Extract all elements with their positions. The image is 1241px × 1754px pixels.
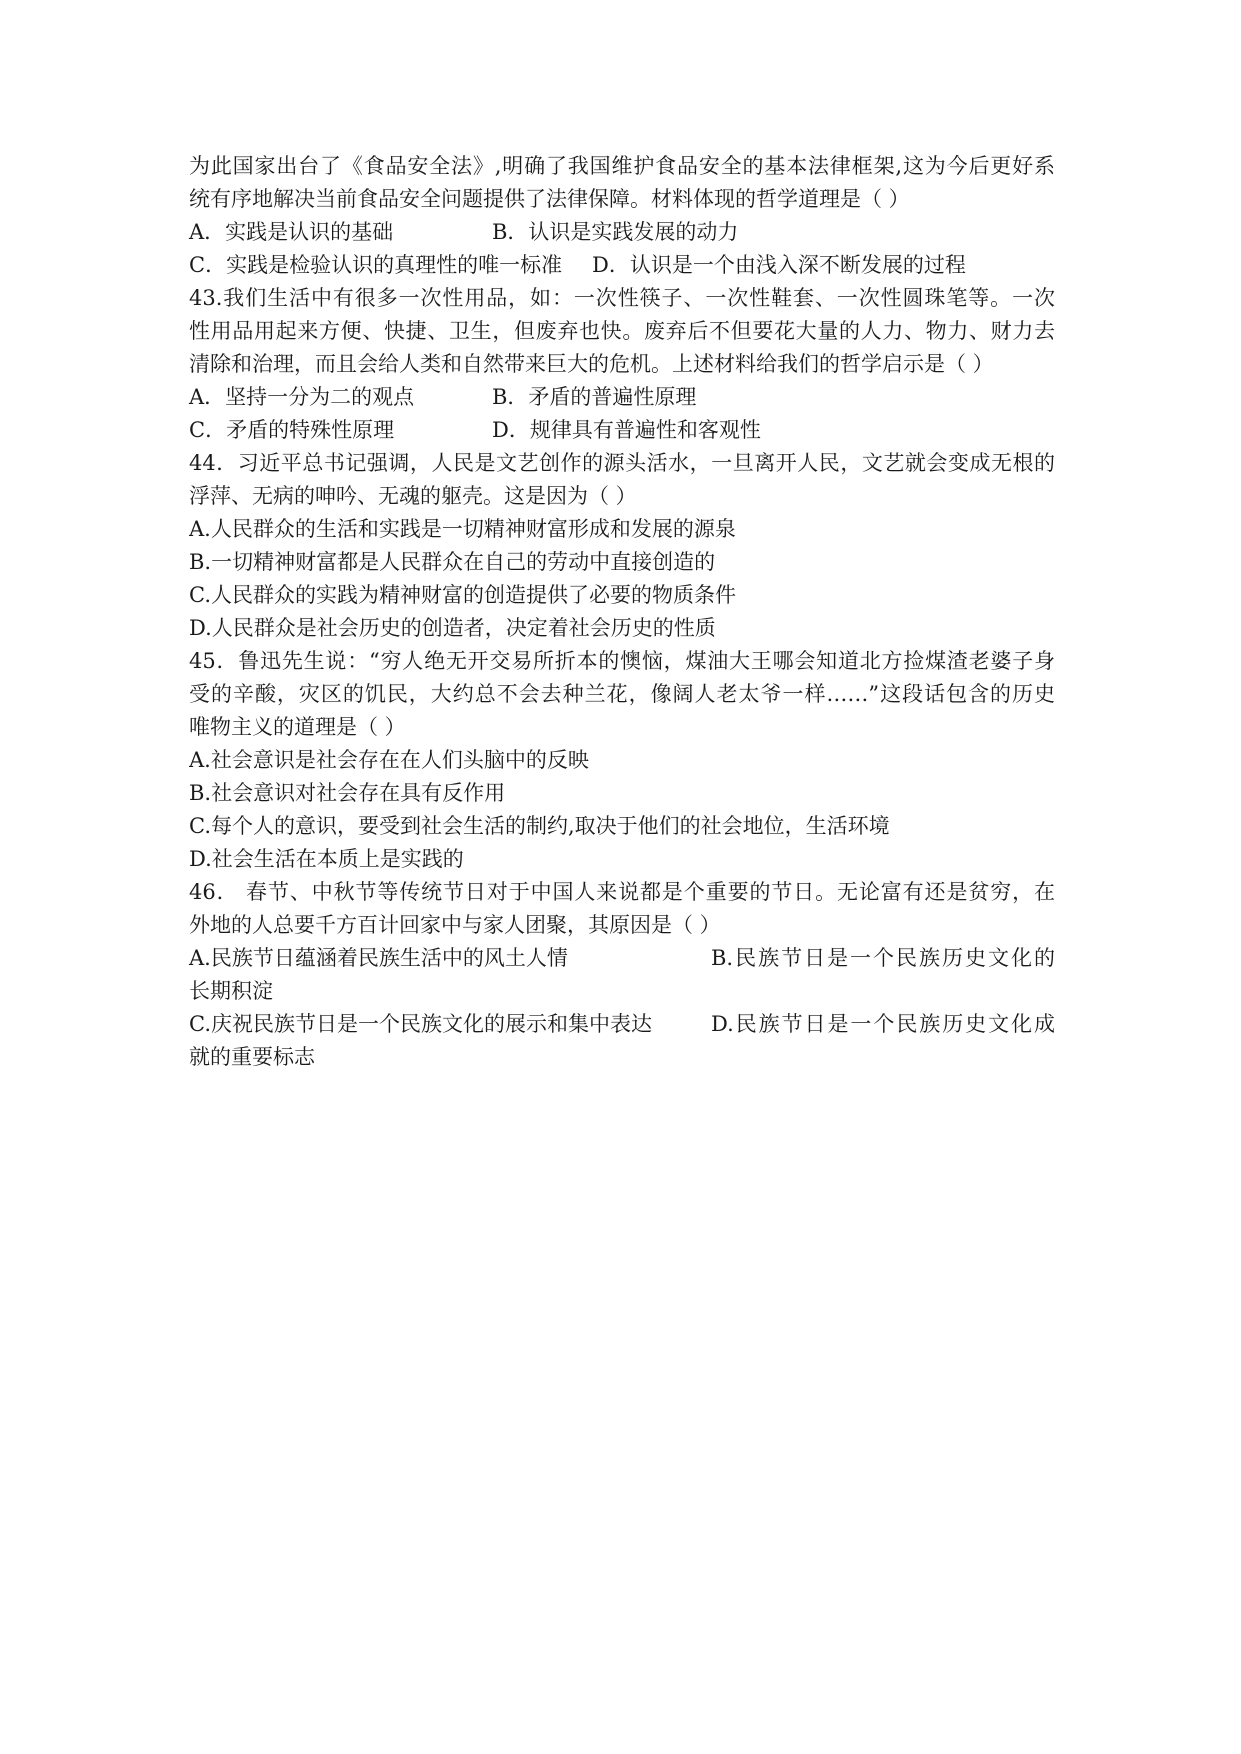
- q43-stem-line-2: 性用品用起来方便、快捷、卫生，但废弃也快。废弃后不但要花大量的人力、物力、财力去: [189, 319, 1055, 343]
- q45-option-a: A.社会意识是社会存在在人们头脑中的反映: [189, 748, 589, 772]
- q45-option-b: B.社会意识对社会存在具有反作用: [189, 781, 506, 805]
- q42-options-row-1: [189, 216, 1055, 249]
- q45-option-c: C.每个人的意识，要受到社会生活的制约,取决于他们的社会地位，生活环境: [189, 814, 890, 838]
- q44-stem-line-1: 44．习近平总书记强调，人民是文艺创作的源头活水，一旦离开人民，文艺就会变成无根的: [189, 451, 1055, 475]
- q46-option-d-tail: 就的重要标志: [189, 1045, 315, 1069]
- q43-options-row-1: [189, 381, 1055, 414]
- q44-option-b: B.一切精神财富都是人民群众在自己的劳动中直接创造的: [189, 550, 716, 574]
- q42-stem-line-2: 统有序地解决当前食品安全问题提供了法律保障。材料体现的哲学道理是（ ）: [189, 187, 910, 211]
- q42-option-d: D．认识是一个由浅入深不断发展的过程: [592, 253, 966, 277]
- q45-option-d: D.社会生活在本质上是实践的: [189, 847, 464, 871]
- q44-option-a: A.人民群众的生活和实践是一切精神财富形成和发展的源泉: [189, 517, 736, 541]
- q45-stem-line-3: 唯物主义的道理是（ ）: [189, 715, 406, 739]
- q46-option-b-head: B.民族节日是一个民族历史文化的: [711, 946, 1055, 970]
- q42-options-row-2: [189, 249, 1055, 282]
- q43-option-c: C．矛盾的特殊性原理: [189, 418, 395, 442]
- q42-option-c: C．实践是检验认识的真理性的唯一标准: [189, 253, 563, 277]
- document-page: [189, 150, 1055, 1074]
- q46-option-c: C.庆祝民族节日是一个民族文化的展示和集中表达: [189, 1012, 652, 1036]
- q46-options-row-2: [189, 1008, 1055, 1041]
- q46-stem-line-1: 46． 春节、中秋节等传统节日对于中国人来说都是个重要的节日。无论富有还是贫穷，在: [189, 880, 1055, 904]
- q43-stem-line-1: 43.我们生活中有很多一次性用品，如：一次性筷子、一次性鞋套、一次性圆珠笔等。一次: [189, 286, 1055, 310]
- q43-option-a: A．坚持一分为二的观点: [189, 385, 415, 409]
- q43-option-d: D．规律具有普遍性和客观性: [492, 418, 761, 442]
- q46-stem-line-2: 外地的人总要千方百计回家中与家人团聚，其原因是（ ）: [189, 913, 721, 937]
- q42-option-b: B．认识是实践发展的动力: [492, 220, 739, 244]
- q46-option-d-head: D.民族节日是一个民族历史文化成: [711, 1012, 1055, 1036]
- q46-option-a: A.民族节日蕴涵着民族生活中的风土人情: [189, 946, 568, 970]
- q46-option-b-tail: 长期积淀: [189, 979, 273, 1003]
- q42-stem-line-1: 为此国家出台了《食品安全法》,明确了我国维护食品安全的基本法律框架,这为今后更好系: [189, 154, 1055, 178]
- q45-stem-line-1: 45．鲁迅先生说：“穷人绝无开交易所折本的懊恼，煤油大王哪会知道北方捡煤渣老婆子身: [189, 649, 1055, 673]
- q46-options-row-1: [189, 942, 1055, 975]
- q43-options-row-2: [189, 414, 1055, 447]
- q43-stem-line-3: 清除和治理，而且会给人类和自然带来巨大的危机。上述材料给我们的哲学启示是（ ）: [189, 352, 994, 376]
- q42-option-a: A．实践是认识的基础: [189, 220, 394, 244]
- q44-stem-line-2: 浮萍、无病的呻吟、无魂的躯壳。这是因为（ ）: [189, 484, 637, 508]
- q45-stem-line-2: 受的辛酸，灾区的饥民，大约总不会去种兰花，像阔人老太爷一样……”这段话包含的历史: [189, 682, 1055, 706]
- q43-option-b: B．矛盾的普遍性原理: [492, 385, 697, 409]
- q44-option-c: C.人民群众的实践为精神财富的创造提供了必要的物质条件: [189, 583, 736, 607]
- q44-option-d: D.人民群众是社会历史的创造者，决定着社会历史的性质: [189, 616, 716, 640]
